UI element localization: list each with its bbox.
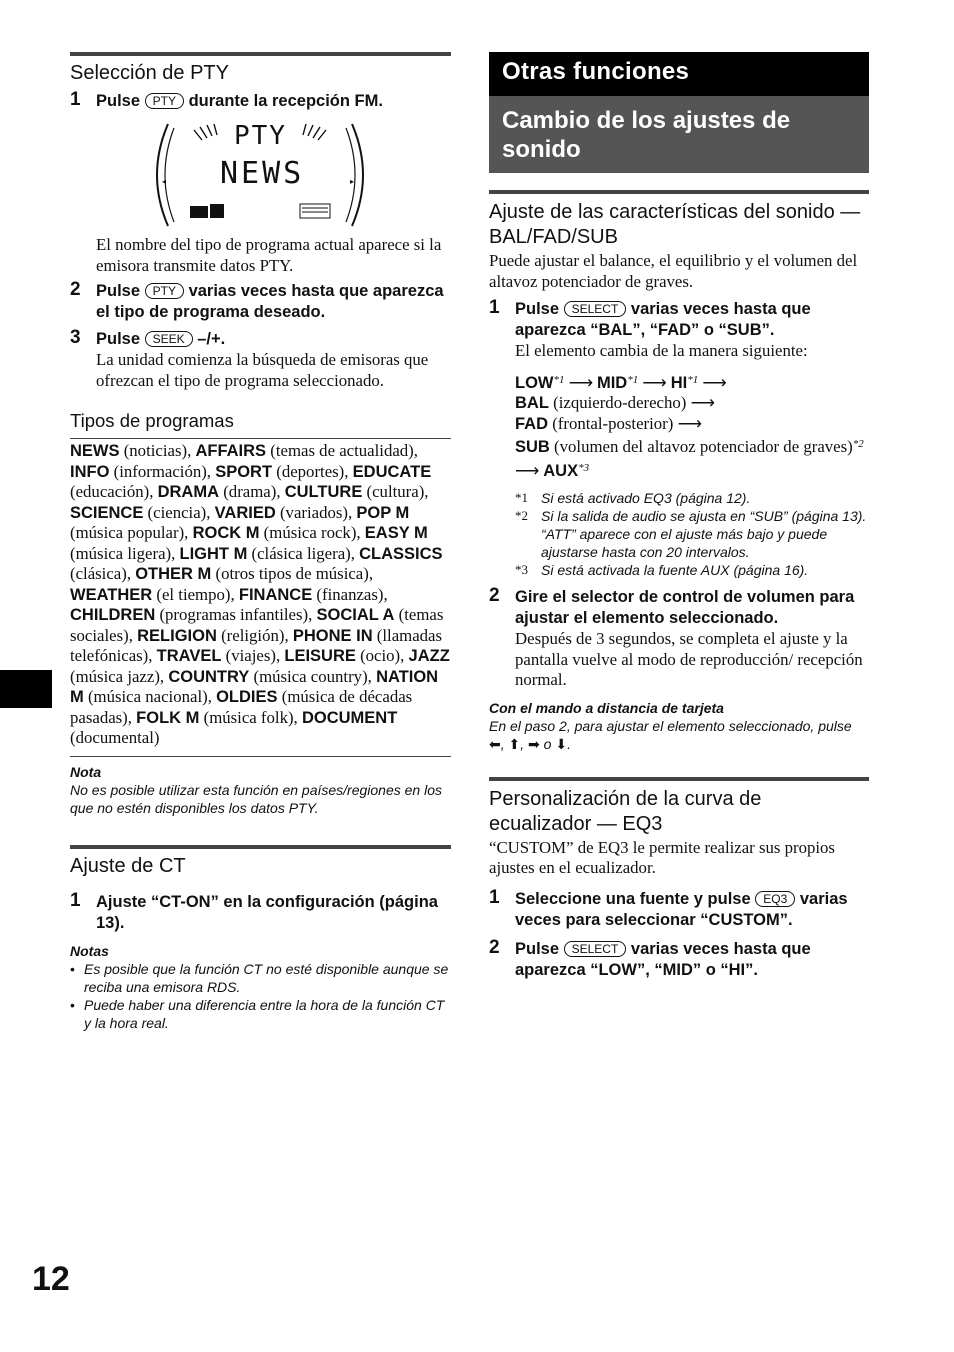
program-type-keyword: LEISURE bbox=[284, 647, 356, 665]
step-text: –/+. bbox=[197, 330, 226, 348]
eq3-button-label: EQ3 bbox=[755, 891, 795, 907]
bal-step-2-para: Después de 3 segundos, se completa el ajuste y la pantalla vuelve al modo de reproducción/ recepción normal. bbox=[515, 629, 863, 689]
program-type-desc: (ocio), bbox=[355, 646, 409, 665]
program-type-keyword: EDUCATE bbox=[352, 462, 432, 481]
footnote bbox=[515, 489, 869, 507]
arrow-right-icon: ⟶ bbox=[702, 372, 727, 392]
program-type-desc: (temas sociales), bbox=[70, 605, 444, 645]
program-type-keyword: PHONE IN bbox=[292, 626, 373, 645]
arrow-left-icon: ⬅ bbox=[489, 735, 501, 752]
program-type-desc: (el tiempo), bbox=[152, 584, 239, 604]
page-number: 12 bbox=[32, 1260, 70, 1298]
footnote-mark: *1 bbox=[515, 490, 528, 505]
tipos-heading: Tipos de programas bbox=[70, 410, 234, 431]
arrow-down-icon: ⬇ bbox=[555, 735, 568, 752]
seq-sub-desc: (volumen del altavoz potenciador de graves) bbox=[554, 437, 853, 456]
note-title: Nota bbox=[70, 763, 102, 780]
svg-text:▸: ▸ bbox=[350, 177, 355, 186]
seq-fad: FAD bbox=[515, 414, 548, 433]
step-text: varias veces hasta que aparezca el tipo de programa deseado. bbox=[96, 282, 444, 321]
section-rule bbox=[489, 190, 869, 194]
footnote-text: Si está activada la fuente AUX (página 16). bbox=[541, 562, 809, 578]
select-button-label: SELECT bbox=[564, 941, 627, 957]
arrow-right-icon: ⟶ bbox=[515, 460, 540, 480]
step-number: 1 bbox=[489, 297, 500, 318]
seq-hi: HI bbox=[670, 373, 688, 392]
program-type-keyword: NEWS bbox=[70, 442, 120, 460]
program-type-keyword: AFFAIRS bbox=[195, 442, 267, 460]
step-number: 1 bbox=[70, 89, 81, 110]
note-bullet: • Puede haber una diferencia entre la hora de la función CT y la hora real. bbox=[70, 996, 451, 1032]
program-type-desc: (educación), bbox=[70, 482, 158, 501]
program-type-keyword: SPORT bbox=[215, 462, 273, 481]
program-type-keyword: LIGHT M bbox=[179, 544, 248, 563]
footnote-text: Si está activado EQ3 (página 12). bbox=[541, 490, 751, 506]
pty-heading: Selección de PTY bbox=[70, 62, 229, 84]
step-number: 2 bbox=[489, 585, 500, 606]
program-type-desc: (cultura), bbox=[362, 482, 429, 501]
program-type-desc: (programas infantiles), bbox=[155, 605, 317, 624]
footnotes bbox=[515, 489, 869, 579]
arrow-right-icon: ➡ bbox=[528, 735, 540, 752]
program-type-desc: (drama), bbox=[219, 482, 285, 501]
seq-sub: SUB bbox=[515, 438, 550, 456]
program-type-keyword: VARIED bbox=[214, 503, 276, 522]
arrow-right-icon: ⟶ bbox=[690, 393, 715, 412]
seq-bal-desc: (izquierdo-derecho) bbox=[553, 393, 687, 412]
select-button-label: SELECT bbox=[564, 301, 627, 317]
program-type-keyword: FOLK M bbox=[136, 708, 200, 727]
arrow-right-icon: ⟶ bbox=[568, 372, 593, 392]
eq-step-2 bbox=[489, 936, 869, 981]
display-line-1: PTY bbox=[234, 121, 287, 151]
svg-text:◂: ◂ bbox=[162, 177, 167, 186]
program-type-desc: (música country), bbox=[249, 666, 377, 686]
section-rule bbox=[70, 438, 451, 439]
program-type-keyword: INFO bbox=[70, 462, 110, 481]
seq-mid: MID bbox=[596, 373, 628, 392]
program-type-desc: (documental) bbox=[70, 728, 160, 747]
program-type-desc: (ciencia), bbox=[143, 502, 215, 522]
pty-step-2 bbox=[70, 281, 451, 323]
display-illustration bbox=[150, 120, 370, 230]
program-type-keyword: SCIENCE bbox=[70, 503, 144, 522]
program-type-desc: (clásica ligera), bbox=[247, 543, 360, 563]
program-type-desc: (variados), bbox=[275, 502, 357, 522]
bal-intro: Puede ajustar el balance, el equilibrio y el volumen del altavoz potenciador de graves. bbox=[489, 251, 858, 291]
program-type-keyword: ROCK M bbox=[192, 524, 260, 542]
footnote bbox=[515, 507, 869, 561]
note-bullet: • Es posible que la función CT no esté disponible aunque se reciba una emisora RDS. bbox=[70, 960, 451, 996]
bal-heading: Ajuste de las características del sonido — BAL/FAD/SUB bbox=[489, 201, 861, 248]
seq-bal: BAL bbox=[515, 394, 549, 412]
section-rule bbox=[70, 845, 451, 849]
program-type-keyword: EASY M bbox=[364, 524, 428, 542]
program-type-desc: (temas de actualidad), bbox=[266, 441, 418, 460]
remote-title: Con el mando a distancia de tarjeta bbox=[489, 699, 724, 716]
eq-heading: Personalización de la curva de ecualizador — EQ3 bbox=[489, 787, 762, 835]
pty-button-label: PTY bbox=[145, 93, 184, 109]
arrow-right-icon: ⟶ bbox=[677, 413, 702, 433]
footnote-mark: *1 bbox=[627, 373, 639, 386]
notes-title: Notas bbox=[70, 942, 109, 959]
seq-fad-desc: (frontal-posterior) bbox=[552, 413, 674, 433]
step-text: Pulse bbox=[515, 939, 560, 958]
pty-step-1-para: El nombre del tipo de programa actual aparece si la emisora transmite datos PTY. bbox=[96, 235, 442, 275]
step-number: 3 bbox=[70, 327, 81, 348]
step-text: varias veces hasta que aparezca “BAL”, “FAD” o “SUB”. bbox=[515, 300, 811, 339]
program-type-desc: (música ligera), bbox=[70, 543, 180, 563]
arrow-right-icon: ⟶ bbox=[642, 372, 667, 392]
footnote bbox=[515, 561, 869, 579]
program-type-keyword: JAZZ bbox=[408, 647, 450, 665]
step-number: 1 bbox=[489, 886, 500, 908]
pty-step-3-para: La unidad comienza la búsqueda de emisoras que ofrezcan el tipo de programa seleccionado. bbox=[96, 350, 429, 390]
display-line-2: NEWS bbox=[220, 156, 305, 191]
arrow-up-icon: ⬆ bbox=[508, 735, 521, 752]
ct-step-1 bbox=[70, 889, 451, 934]
step-text: Pulse bbox=[96, 330, 141, 348]
program-type-keyword: CLASSICS bbox=[359, 544, 443, 563]
program-type-keyword: SOCIAL A bbox=[316, 606, 395, 624]
program-type-keyword: TRAVEL bbox=[156, 647, 222, 665]
left-column bbox=[70, 52, 451, 1032]
step-text: Pulse bbox=[515, 300, 560, 318]
program-type-desc: (religión), bbox=[216, 625, 293, 645]
seq-low: LOW bbox=[515, 373, 554, 392]
footnote-mark: *2 bbox=[852, 438, 864, 450]
step-text: varias veces para seleccionar “CUSTOM”. bbox=[515, 889, 848, 929]
program-type-desc: (música nacional), bbox=[83, 687, 217, 706]
side-tab-marker bbox=[0, 670, 52, 708]
remote-text: En el paso 2, para ajustar el elemento seleccionado, pulse ⬅, ⬆, ➡ o ⬇. bbox=[489, 717, 852, 752]
step-text: Seleccione una fuente y pulse bbox=[515, 889, 751, 908]
step-number: 2 bbox=[70, 279, 81, 300]
ct-heading: Ajuste de CT bbox=[70, 854, 186, 877]
program-type-desc: (información), bbox=[109, 461, 216, 481]
step-text: varias veces hasta que aparezca “LOW”, “MID” o “HI”. bbox=[515, 939, 811, 979]
program-type-keyword: OLDIES bbox=[216, 688, 278, 706]
pty-step-3 bbox=[70, 329, 451, 391]
section-rule bbox=[489, 777, 869, 781]
footnote-mark: *3 bbox=[515, 562, 528, 577]
program-type-keyword: CHILDREN bbox=[70, 606, 156, 624]
program-type-desc: (música de décadas pasadas), bbox=[70, 687, 413, 727]
step-text: Gire el selector de control de volumen para ajustar el elemento seleccionado. bbox=[515, 588, 855, 627]
section-band-cambio-ajustes: Cambio de los ajustes de sonido bbox=[489, 96, 869, 173]
program-type-desc: (música rock), bbox=[259, 523, 365, 542]
right-column bbox=[489, 52, 869, 981]
program-type-desc: (música jazz), bbox=[70, 666, 169, 686]
seq-aux: AUX bbox=[543, 461, 579, 480]
step-text: durante la recepción FM. bbox=[188, 92, 383, 110]
remote-or: o bbox=[543, 735, 552, 752]
program-type-desc: (clásica), bbox=[70, 564, 136, 583]
footnote-text: Si la salida de audio se ajusta en “SUB” (página 13). “ATT” aparece con el ajuste más bajo y puede ajustarse hasta con 20 intervalos. bbox=[541, 508, 867, 560]
step-text: Pulse bbox=[96, 92, 141, 110]
footnote-mark: *2 bbox=[515, 508, 528, 523]
bal-step-1 bbox=[489, 299, 869, 579]
step-text: Pulse bbox=[96, 282, 141, 300]
program-type-keyword: RELIGION bbox=[137, 626, 217, 645]
program-type-desc: (llamadas telefónicas), bbox=[70, 625, 443, 665]
program-type-keyword: FINANCE bbox=[238, 585, 313, 604]
step-text: Ajuste “CT-ON” en la configuración (página 13). bbox=[96, 892, 438, 932]
note-text: No es posible utilizar esta función en países/regiones en los que no estén disponibles los datos PTY. bbox=[70, 781, 442, 816]
program-type-desc: (viajes), bbox=[221, 646, 285, 665]
program-type-desc: (deportes), bbox=[272, 461, 353, 481]
program-type-keyword: DOCUMENT bbox=[301, 708, 398, 727]
program-type-keyword: COUNTRY bbox=[168, 667, 250, 686]
program-type-keyword: OTHER M bbox=[135, 565, 212, 583]
step-number: 2 bbox=[489, 936, 500, 958]
footnote-mark: *1 bbox=[687, 373, 699, 386]
program-type-keyword: NATION M bbox=[70, 667, 439, 706]
footnote-mark: *1 bbox=[553, 373, 565, 386]
section-rule bbox=[70, 52, 451, 56]
program-type-desc: (noticias), bbox=[119, 441, 196, 460]
program-type-keyword: POP M bbox=[356, 503, 410, 522]
remote-pre: En el paso 2, para ajustar el elemento seleccionado, pulse bbox=[489, 717, 852, 734]
seek-button-label: SEEK bbox=[145, 331, 193, 347]
section-band-otras-funciones: Otras funciones bbox=[489, 52, 869, 96]
program-type-desc: (otros tipos de música), bbox=[211, 564, 374, 583]
item-sequence bbox=[515, 370, 869, 482]
program-type-desc: (finanzas), bbox=[312, 584, 388, 604]
section-rule bbox=[70, 756, 451, 757]
footnote-mark: *3 bbox=[578, 461, 590, 474]
eq-step-1 bbox=[489, 886, 869, 931]
pty-button-label: PTY bbox=[145, 283, 184, 299]
program-type-desc: (música folk), bbox=[199, 707, 302, 727]
bal-step-2 bbox=[489, 587, 869, 691]
step-number: 1 bbox=[70, 889, 81, 911]
pty-step-1 bbox=[70, 91, 451, 112]
program-type-keyword: CULTURE bbox=[284, 483, 363, 501]
bal-step-1-para: El elemento cambia de la manera siguiente: bbox=[515, 341, 808, 360]
program-types-list bbox=[70, 441, 451, 749]
program-type-keyword: DRAMA bbox=[157, 483, 220, 501]
program-type-keyword: WEATHER bbox=[70, 585, 153, 604]
eq-intro: “CUSTOM” de EQ3 le permite realizar sus propios ajustes en el ecualizador. bbox=[489, 837, 835, 877]
program-type-desc: (música popular), bbox=[70, 523, 193, 542]
